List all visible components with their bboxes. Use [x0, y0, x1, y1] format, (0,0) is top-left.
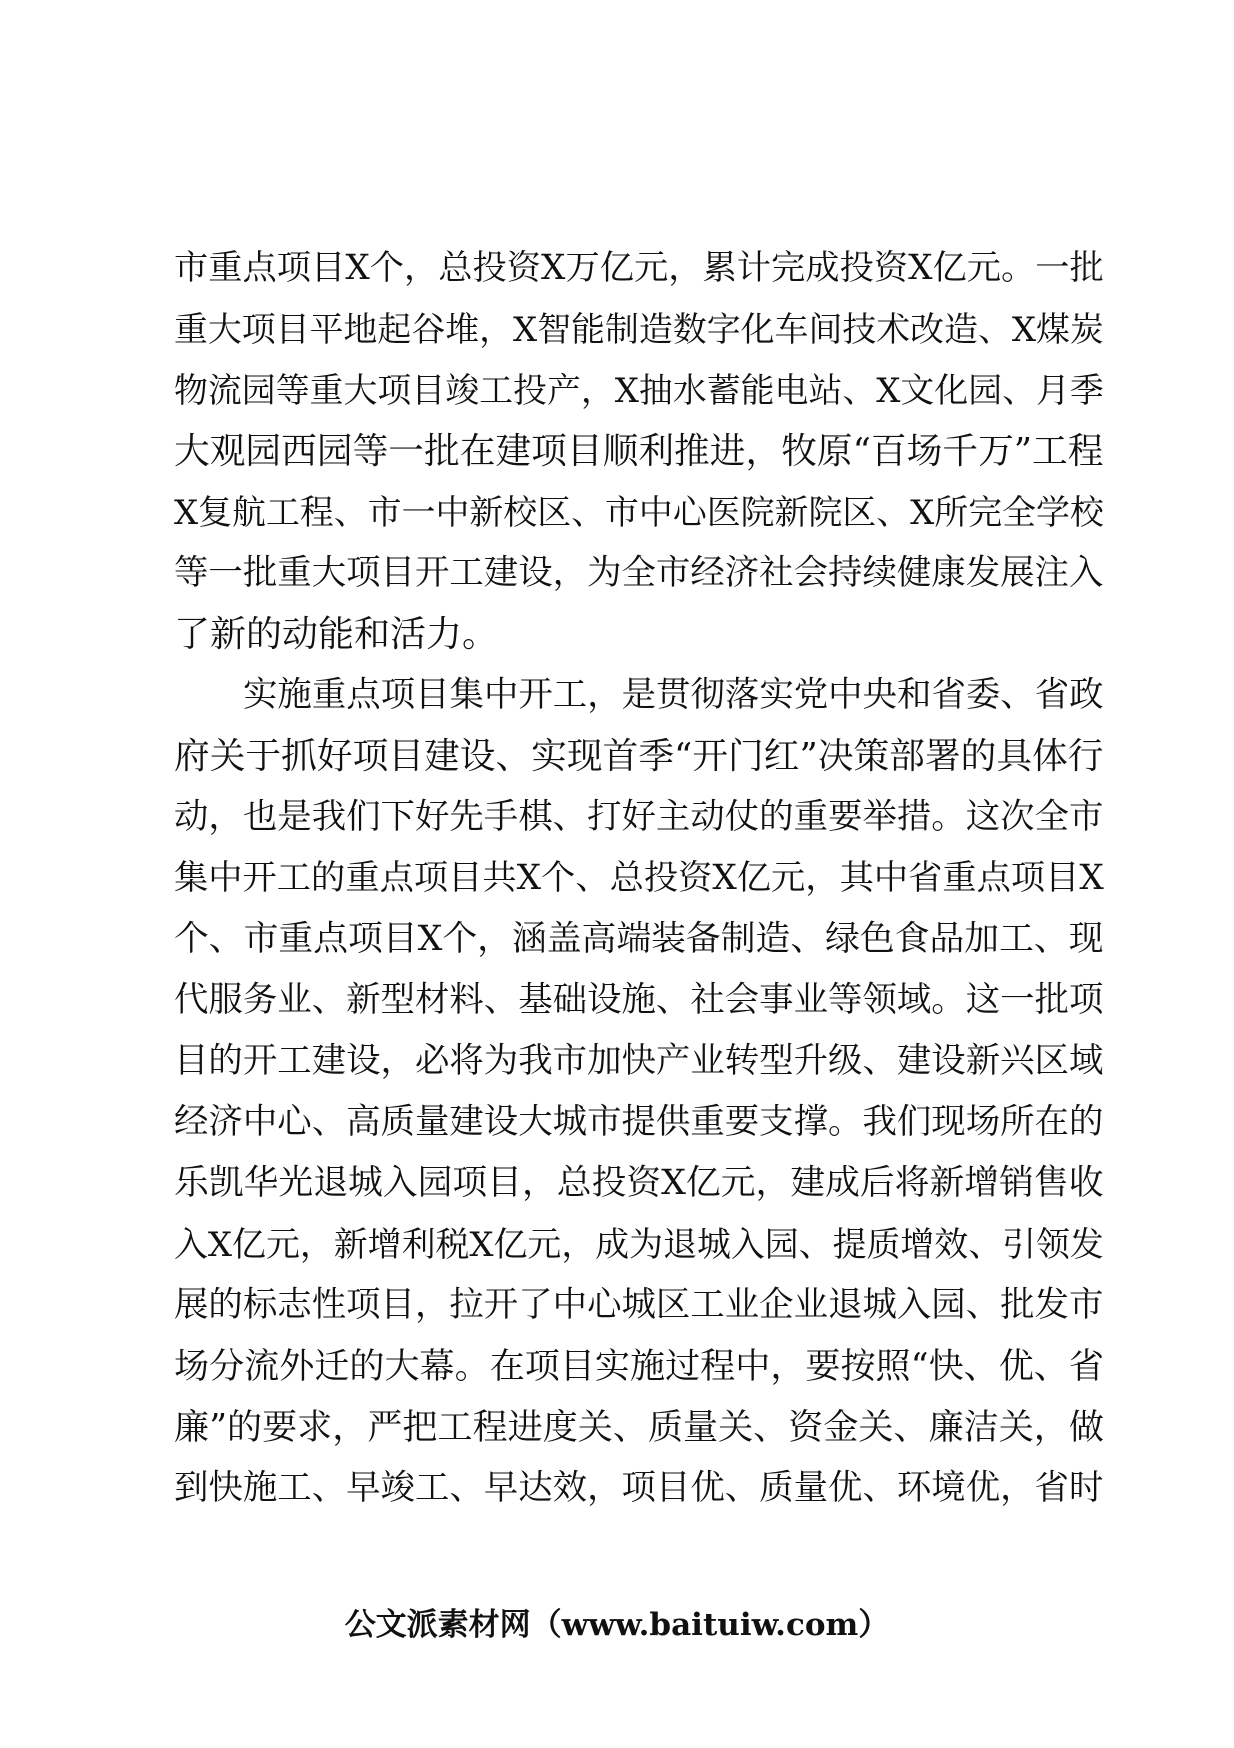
text-line: 动，也是我们下好先手棋、打好主动仗的重要举措。这次全市	[174, 797, 1104, 837]
text-line: 集中开工的重点项目共X个、总投资X亿元，其中省重点项目X	[174, 858, 1104, 898]
text-line: 等一批重大项目开工建设，为全市经济社会持续健康发展注入	[174, 553, 1104, 593]
text-line: 府关于抓好项目建设、实现首季“开门红”决策部署的具体行	[174, 736, 1104, 777]
text-line: 了新的动能和活力。	[174, 614, 499, 655]
text-line: 个、市重点项目X个，涵盖高端装备制造、绿色食品加工、现	[174, 919, 1104, 959]
text-line: 展的标志性项目，拉开了中心城区工业企业退城入园、批发市	[174, 1285, 1104, 1325]
document-body	[174, 238, 1104, 1519]
text-line: 入X亿元，新增利税X亿元，成为退城入园、提质增效、引领发	[174, 1225, 1104, 1264]
text-line: 乐凯华光退城入园项目，总投资X亿元，建成后将新增销售收	[174, 1163, 1104, 1203]
text-line: X复航工程、市一中新校区、市中心医院新院区、X所完全学校	[174, 493, 1104, 532]
text-line: 廉”的要求，严把工程进度关、质量关、资金关、廉洁关，做	[174, 1407, 1104, 1448]
paragraph	[174, 238, 1104, 665]
text-line: 经济中心、高质量建设大城市提供重要支撑。我们现场所在的	[174, 1102, 1104, 1142]
text-line: 市重点项目X个，总投资X万亿元，累计完成投资X亿元。一批	[174, 248, 1104, 288]
text-line: 场分流外迁的大幕。在项目实施过程中，要按照“快、优、省	[174, 1346, 1104, 1387]
text-line: 大观园西园等一批在建项目顺利推进，牧原“百场千万”工程	[174, 431, 1104, 472]
paragraph	[174, 665, 1104, 1519]
text-line: 实施重点项目集中开工，是贯彻落实党中央和省委、省政	[243, 675, 1104, 715]
text-line: 物流园等重大项目竣工投产，X抽水蓄能电站、X文化园、月季	[174, 371, 1104, 410]
text-line: 目的开工建设，必将为我市加快产业转型升级、建设新兴区域	[174, 1041, 1104, 1081]
text-line: 重大项目平地起谷堆，X智能制造数字化车间技术改造、X煤炭	[174, 310, 1104, 349]
text-line: 代服务业、新型材料、基础设施、社会事业等领域。这一批项	[174, 980, 1104, 1020]
footer-watermark: 公文派素材网（www.baituiw.com）	[344, 1607, 890, 1643]
text-line: 到快施工、早竣工、早达效，项目优、质量优、环境优，省时	[174, 1468, 1104, 1508]
